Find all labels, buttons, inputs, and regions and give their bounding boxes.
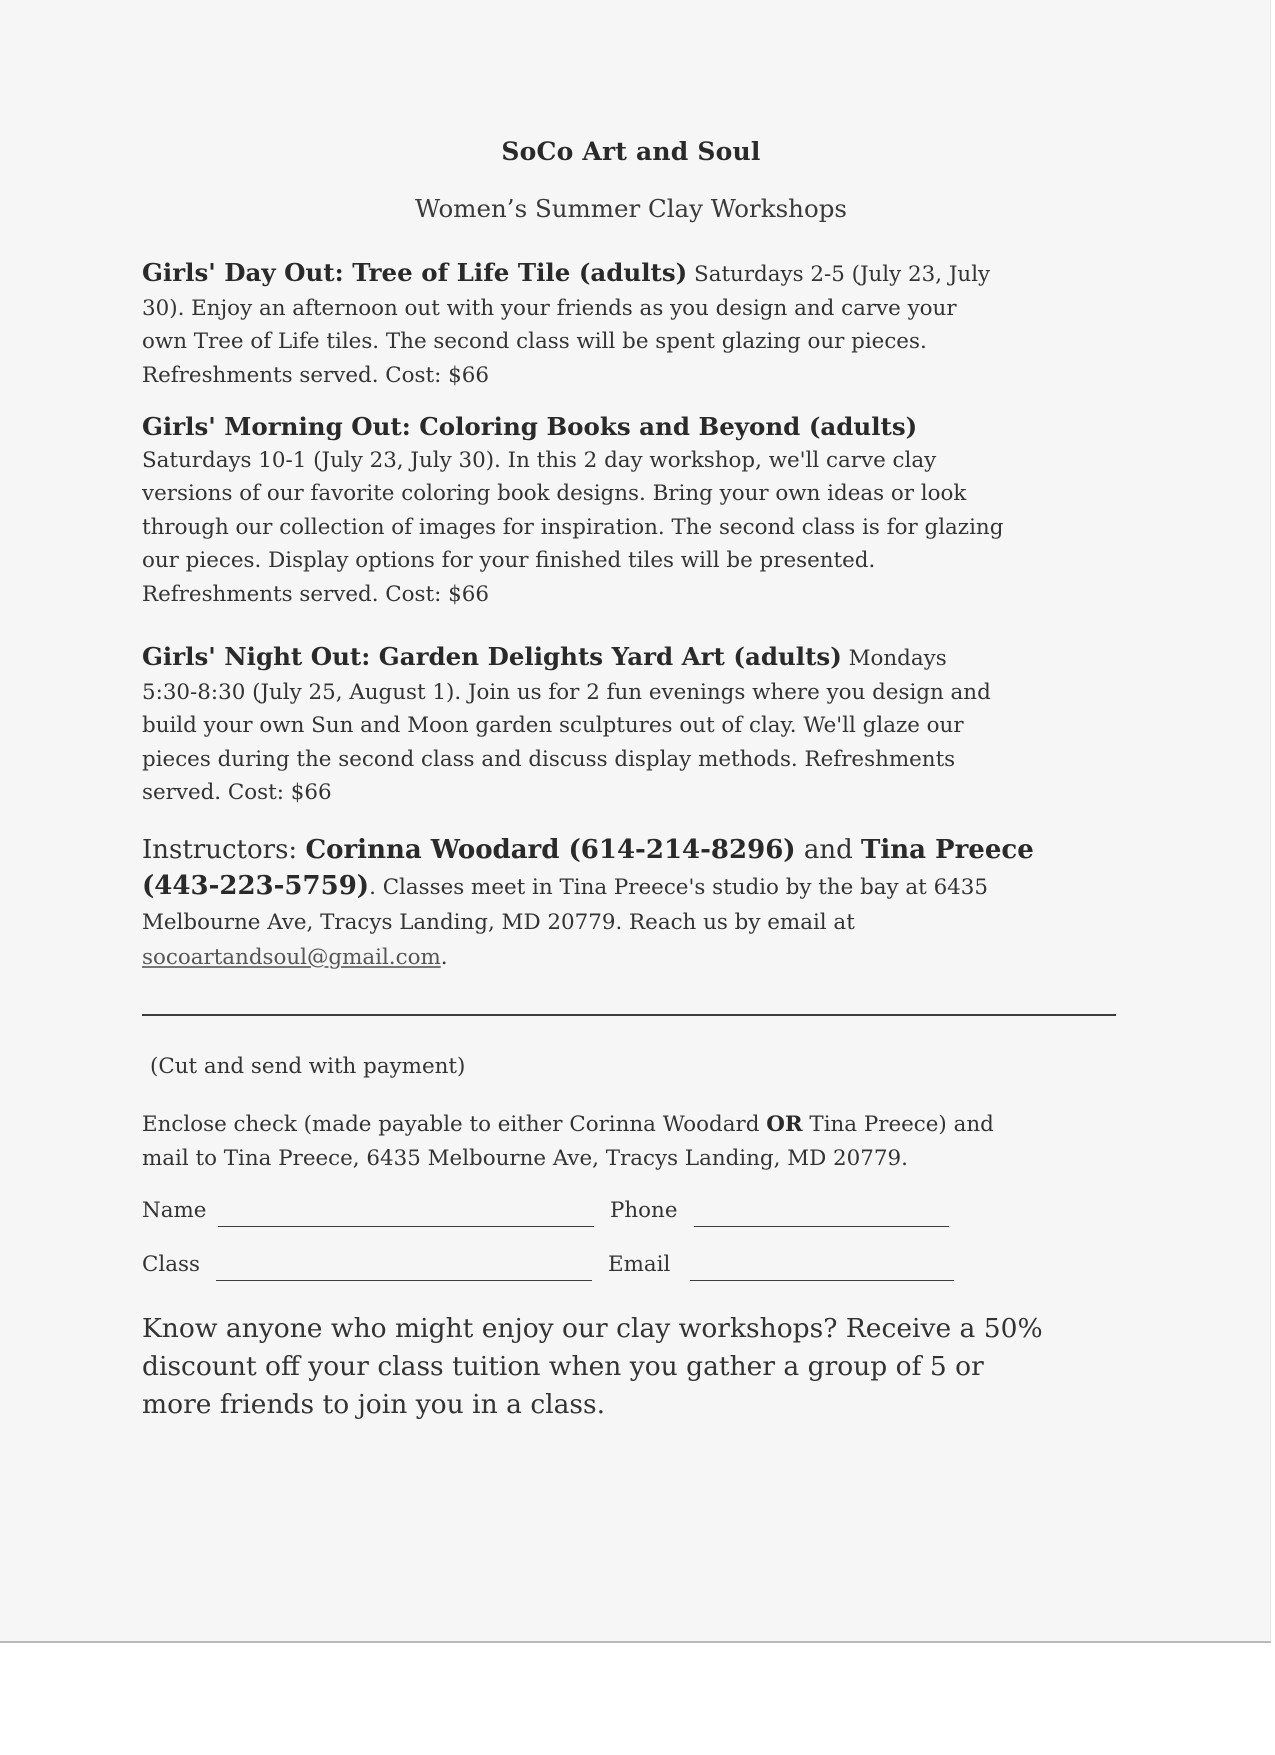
cut-note: (Cut and send with payment) [150,1054,466,1079]
instructors-label: Instructors: [142,835,306,865]
workshop-text-line: 5:30-8:30 (July 25, August 1). Join us for 2 fun evenings where you design and [142,679,991,705]
promo-line: discount off your class tuition when you gather a group of 5 or [142,1351,984,1382]
phone-blank[interactable] [694,1226,949,1227]
enclose-pre: Enclose check (made payable to either Corinna Woodard [142,1112,767,1137]
workshop-text-line: pieces during the second class and discuss display methods. Refreshments [142,746,956,772]
workshop-text-line: own Tree of Life tiles. The second class will be spent glazing our pieces. [142,329,927,354]
instructor-2: Tina Preece [861,835,1034,865]
page-subtitle: Women’s Summer Clay Workshops [415,194,847,223]
address-line: Melbourne Ave, Tracys Landing, MD 20779. Reach us by email at [142,910,855,935]
email-label: Email [608,1252,671,1277]
workshop-morning-out [142,410,1003,611]
workshop-text-line: versions of our favorite coloring book designs. Bring your own ideas or look [142,481,967,506]
enclose-or: OR [766,1112,803,1137]
workshop-cost-line: Refreshments served. Cost: $66 [142,581,489,607]
cut-line-divider [142,1014,1116,1016]
instructor-2-phone: (443-223-5759) [142,871,370,901]
enclose-post: Tina Preece) and [802,1112,994,1137]
workshop-text-line: through our collection of images for inspiration. The second class is for glazing [142,514,1004,540]
promo-line: Know anyone who might enjoy our clay workshops? Receive a 50% [142,1313,1043,1344]
class-blank[interactable] [216,1280,592,1281]
workshop-text-line: build your own Sun and Moon garden sculptures out of clay. We'll glaze our [142,713,964,738]
workshop-title: Girls' Night Out: Garden Delights Yard Art (adults) [142,642,842,671]
studio-location: . Classes meet in Tina Preece's studio by the bay at 6435 [369,875,989,900]
instructors-line [142,833,1034,869]
enclose-line [142,1108,994,1142]
name-label: Name [142,1198,207,1223]
workshop-title: Girls' Morning Out: Coloring Books and Beyond (adults) [142,412,918,441]
workshop-cost-line: Refreshments served. Cost: $66 [142,362,489,388]
workshop-text-line: Saturdays 10-1 (July 23, July 30). In this 2 day workshop, we'll carve clay [142,447,937,473]
workshop-schedule: Mondays [841,646,947,671]
workshop-day-out [142,256,990,392]
instructors-line [142,869,1034,905]
workshop-schedule: Saturdays 2-5 (July 23, July [687,262,991,287]
workshop-heading-line [142,640,991,676]
email-blank[interactable] [690,1280,954,1281]
group-discount-promo [142,1310,1043,1424]
class-label: Class [142,1252,200,1277]
workshop-cost-line: served. Cost: $66 [142,780,332,805]
instructors-section [142,833,1034,975]
mail-line: mail to Tina Preece, 6435 Melbourne Ave, Tracys Landing, MD 20779. [142,1146,908,1171]
payment-instructions [142,1108,994,1176]
page-title: SoCo Art and Soul [501,137,761,166]
instructor-1: Corinna Woodard (614-214-8296) [305,835,796,865]
workshop-text-line: our pieces. Display options for your finished tiles will be presented. [142,548,876,573]
name-blank[interactable] [218,1226,594,1227]
email-period: . [440,945,448,970]
workshop-title: Girls' Day Out: Tree of Life Tile (adults) [142,258,688,287]
workshop-heading-line [142,256,990,292]
promo-line: more friends to join you in a class. [142,1389,606,1420]
workshop-text-line: 30). Enjoy an afternoon out with your friends as you design and carve your [142,295,957,321]
email-link[interactable]: socoartandsoul@gmail.com [142,945,441,970]
phone-label: Phone [610,1198,678,1223]
workshop-night-out [142,640,991,810]
email-line [142,940,1034,975]
instructors-and: and [795,835,862,865]
